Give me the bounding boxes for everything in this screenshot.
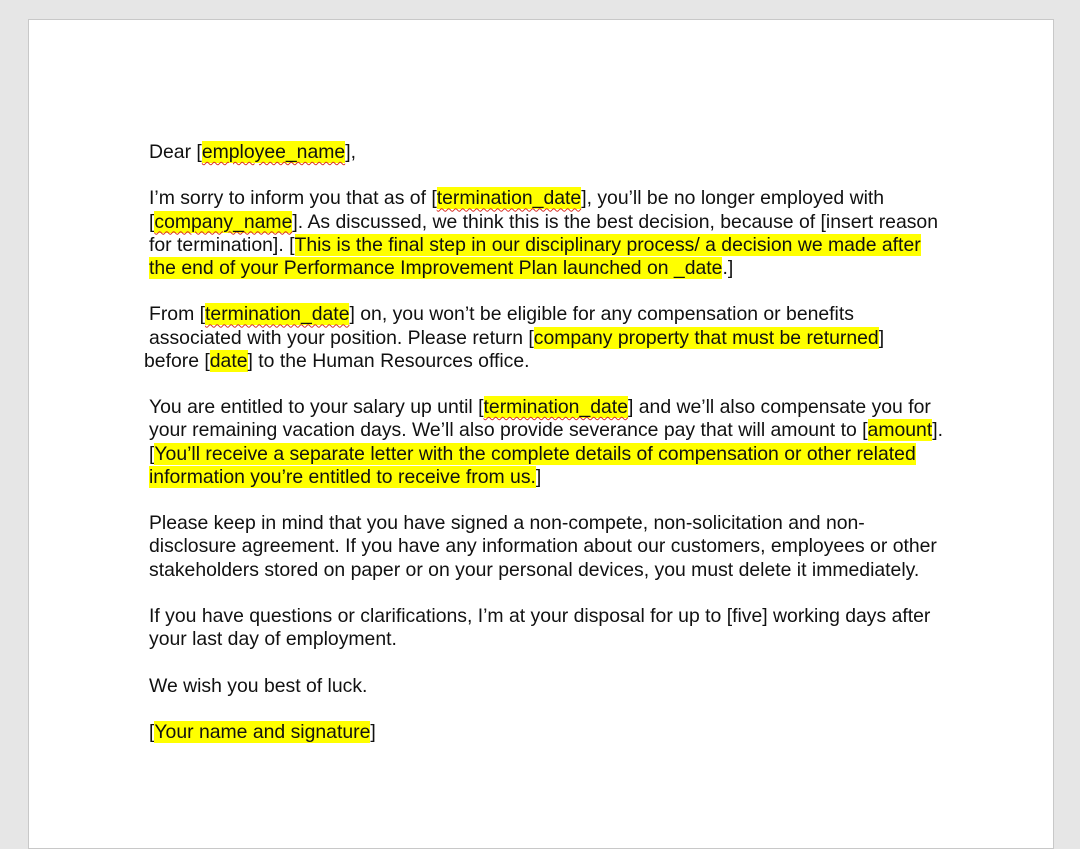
highlighted-note[interactable]: You’ll receive a separate letter with the complete details of compensation or other related information you’re entitled to receive from us. bbox=[149, 442, 916, 488]
text: ]. As discussed, we think this is the best decision, because of [insert reason for termination]. bbox=[149, 210, 938, 256]
bracket-close: ], bbox=[345, 141, 356, 163]
placeholder-termination-date[interactable]: termination_date bbox=[205, 303, 350, 326]
bracket-open: [ bbox=[196, 141, 202, 163]
bracket-close: ] bbox=[878, 326, 885, 349]
placeholder-employee-name[interactable]: employee_name bbox=[201, 141, 346, 163]
bracket-open: [ bbox=[199, 303, 206, 326]
bracket-open: [ bbox=[149, 720, 155, 743]
placeholder-termination-date[interactable]: termination_date bbox=[436, 187, 582, 210]
text: ], you’ll be no longer employed with bbox=[581, 187, 885, 210]
text: ] to the Human Resources office. bbox=[247, 349, 530, 372]
text: ] on, you won’t be eligible for any compensation or benefits associated with your position. Please return bbox=[149, 303, 854, 349]
placeholder-company-property[interactable]: company property that must be returned bbox=[533, 326, 879, 349]
paragraph-6: We wish you best of luck. bbox=[149, 674, 368, 697]
text: I’m sorry to inform you that as of bbox=[149, 187, 432, 210]
letter-body[interactable] bbox=[144, 141, 949, 767]
placeholder-company-name[interactable]: company_name bbox=[154, 210, 293, 233]
paragraph-3 bbox=[149, 396, 949, 489]
text: You are entitled to your salary up until bbox=[149, 396, 479, 419]
placeholder-termination-date[interactable]: termination_date bbox=[483, 396, 628, 419]
bracket-open: [ bbox=[528, 326, 534, 349]
bracket-open: [ bbox=[149, 210, 155, 233]
text: .] bbox=[722, 257, 734, 279]
document-page bbox=[28, 19, 1054, 849]
text: ]. bbox=[932, 419, 944, 442]
bracket-close: ] bbox=[535, 465, 542, 488]
text: before bbox=[144, 349, 205, 372]
bracket-open: [ bbox=[478, 396, 484, 419]
salutation bbox=[149, 141, 949, 164]
signature-line bbox=[149, 721, 949, 744]
bracket-open: [ bbox=[289, 233, 295, 256]
placeholder-date[interactable]: date bbox=[209, 349, 248, 372]
bracket-close: ] bbox=[370, 720, 376, 743]
placeholder-amount[interactable]: amount bbox=[867, 419, 933, 442]
bracket-open: [ bbox=[204, 349, 210, 372]
text: ] and we’ll also compensate you for your remaining vacation days. We’ll also provide severance pay that will amount to bbox=[149, 396, 931, 442]
paragraph-5: If you have questions or clarifications, I’m at your disposal for up to [five] working days after your last day of employment. bbox=[149, 604, 931, 651]
text: From bbox=[149, 303, 200, 326]
paragraph-2 bbox=[144, 303, 949, 373]
placeholder-signature[interactable]: Your name and signature bbox=[154, 720, 371, 743]
paragraph-4: Please keep in mind that you have signed a non-compete, non-solicitation and non-disclosure agreement. If you have any information about our customers, employees or other stakeholders stored on paper or on your personal devices, you must delete it immediately. bbox=[149, 512, 937, 581]
paragraph-1 bbox=[149, 187, 949, 280]
salutation-dear: Dear bbox=[149, 141, 197, 163]
bracket-open: [ bbox=[149, 442, 155, 465]
highlighted-note[interactable]: This is the final step in our disciplinary process/ a decision we made after the end of your Performance Improvement Plan launched on _date bbox=[149, 233, 921, 279]
bracket-open: [ bbox=[431, 187, 437, 210]
bracket-open: [ bbox=[862, 419, 868, 442]
